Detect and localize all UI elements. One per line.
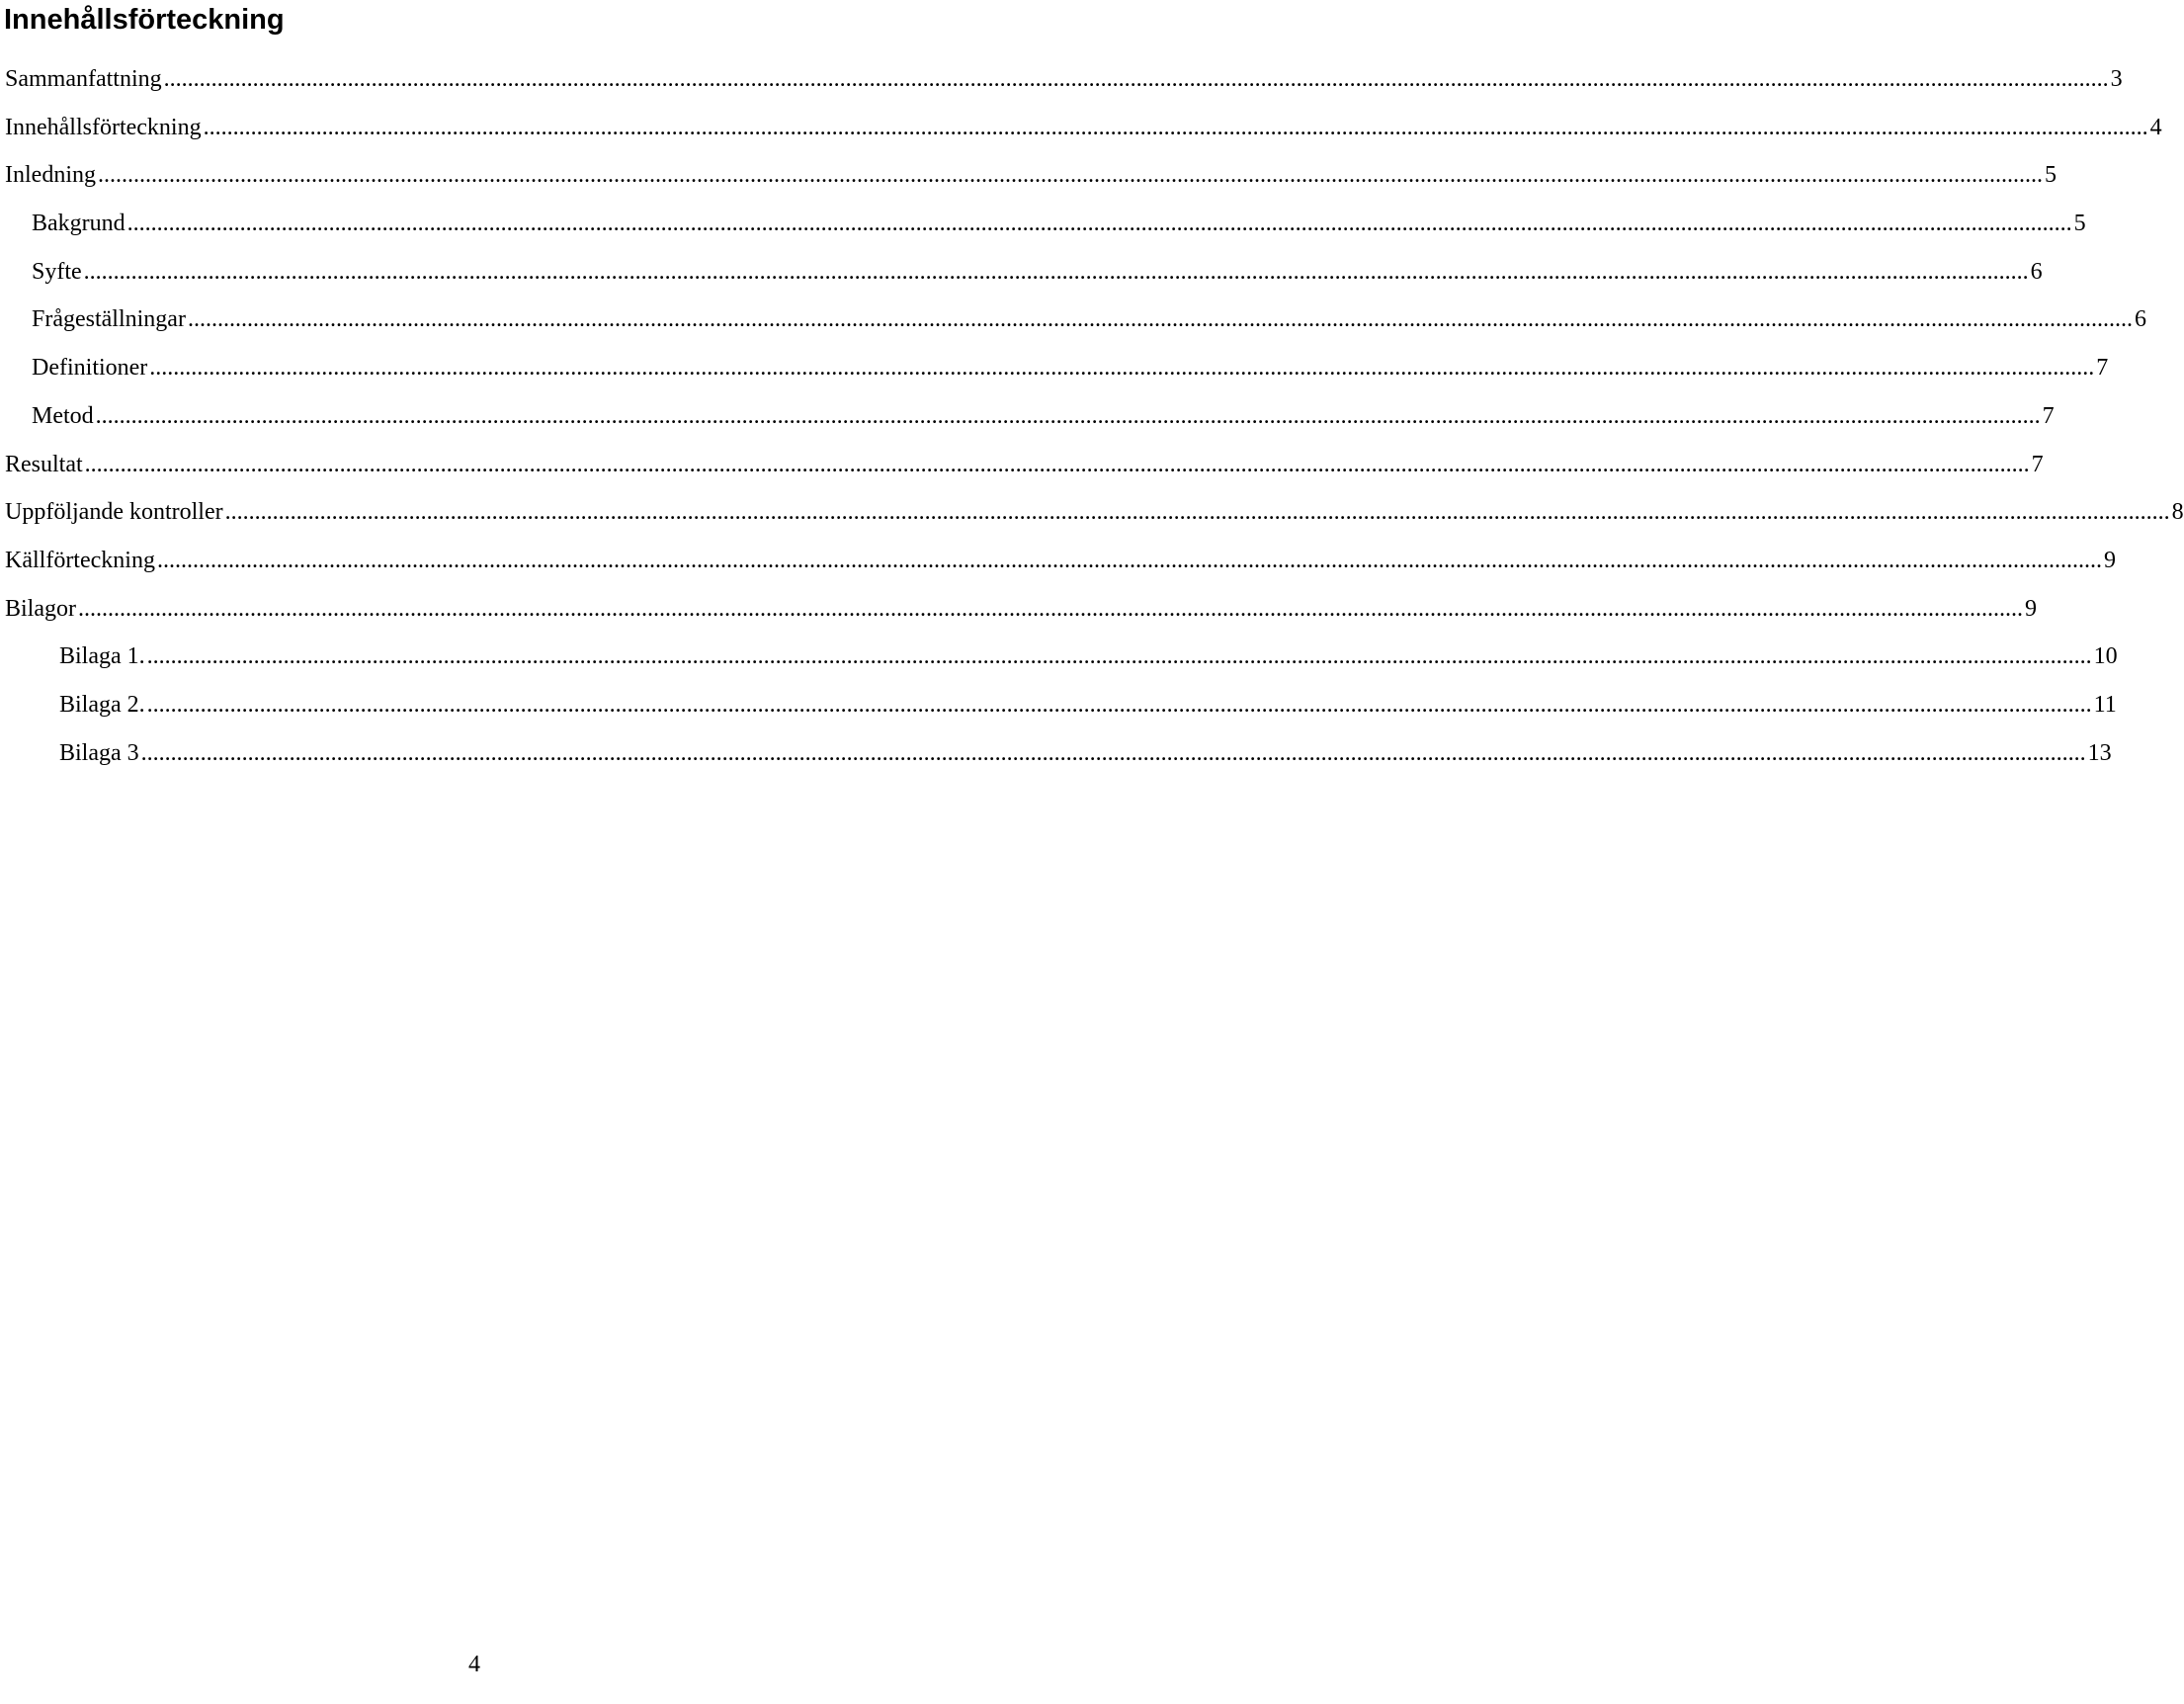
toc-entry-label: Bakgrund	[32, 211, 126, 237]
toc-entry-metod[interactable]	[0, 402, 2055, 451]
toc-dot-leader	[141, 739, 2086, 767]
toc-entry-page: 3	[2110, 66, 2123, 92]
toc-entry-kallforteckning[interactable]	[0, 547, 2116, 595]
toc-entry-syfte[interactable]	[0, 258, 2043, 306]
toc-entry-label: Sammanfattning	[5, 66, 162, 92]
toc-entry-label: Frågeställningar	[32, 306, 186, 333]
toc-entry-page: 9	[2103, 547, 2116, 573]
toc-dot-leader	[84, 258, 2029, 286]
toc-entry-page: 5	[2073, 211, 2086, 237]
table-of-contents	[0, 65, 2184, 787]
toc-dot-leader	[96, 402, 2041, 430]
toc-dot-leader	[98, 161, 2043, 189]
toc-entry-bilaga-2[interactable]	[0, 691, 2117, 739]
toc-entry-page: 7	[2031, 451, 2044, 477]
toc-dot-leader	[85, 451, 2030, 478]
toc-entry-sammanfattning[interactable]	[0, 65, 2123, 114]
toc-dot-leader	[127, 210, 2072, 237]
toc-entry-label: Definitioner	[32, 355, 148, 382]
toc-entry-label: Resultat	[5, 451, 83, 477]
toc-entry-definitioner[interactable]	[0, 354, 2109, 402]
toc-dot-leader	[188, 305, 2133, 333]
toc-entry-label: Bilaga 3	[59, 739, 139, 766]
toc-entry-label: Inledning	[5, 162, 96, 189]
toc-entry-page: 6	[2134, 306, 2146, 333]
toc-dot-leader	[225, 498, 2170, 526]
toc-dot-leader	[149, 354, 2094, 382]
toc-entry-resultat[interactable]	[0, 451, 2044, 499]
toc-entry-innehallsforteckning[interactable]	[0, 114, 2162, 162]
toc-dot-leader	[147, 642, 2092, 670]
toc-dot-leader	[78, 595, 2023, 623]
toc-entry-uppfoljande-kontroller[interactable]	[0, 498, 2184, 547]
toc-entry-fragestallningar[interactable]	[0, 305, 2146, 354]
toc-entry-inledning[interactable]	[0, 161, 2057, 210]
toc-entry-bilaga-3[interactable]	[0, 739, 2112, 788]
toc-dot-leader	[204, 114, 2148, 141]
toc-entry-page: 8	[2171, 499, 2184, 526]
toc-entry-page: 7	[2042, 402, 2055, 429]
toc-entry-page: 4	[2149, 114, 2162, 140]
toc-entry-label: Källförteckning	[5, 547, 155, 573]
toc-entry-label: Uppföljande kontroller	[5, 499, 223, 526]
toc-entry-page: 9	[2025, 595, 2037, 622]
toc-entry-page: 6	[2030, 258, 2043, 285]
toc-entry-label: Syfte	[32, 258, 82, 285]
toc-entry-page: 11	[2093, 691, 2117, 718]
toc-dot-leader	[147, 691, 2092, 719]
toc-entry-page: 13	[2087, 739, 2112, 766]
toc-entry-bakgrund[interactable]	[0, 210, 2086, 258]
toc-dot-leader	[157, 547, 2102, 574]
page-number: 4	[468, 1652, 480, 1677]
toc-entry-page: 7	[2096, 355, 2109, 382]
page-title: Innehållsförteckning	[4, 4, 285, 36]
toc-entry-label: Metod	[32, 402, 94, 429]
toc-entry-label: Innehållsförteckning	[5, 114, 202, 140]
toc-entry-page: 10	[2093, 643, 2118, 670]
toc-entry-bilaga-1[interactable]	[0, 642, 2118, 691]
toc-entry-bilagor[interactable]	[0, 595, 2037, 643]
toc-entry-page: 5	[2044, 162, 2057, 189]
toc-entry-label: Bilaga 2.	[59, 691, 145, 718]
toc-entry-label: Bilaga 1.	[59, 643, 145, 670]
toc-dot-leader	[164, 65, 2109, 93]
toc-entry-label: Bilagor	[5, 595, 76, 622]
